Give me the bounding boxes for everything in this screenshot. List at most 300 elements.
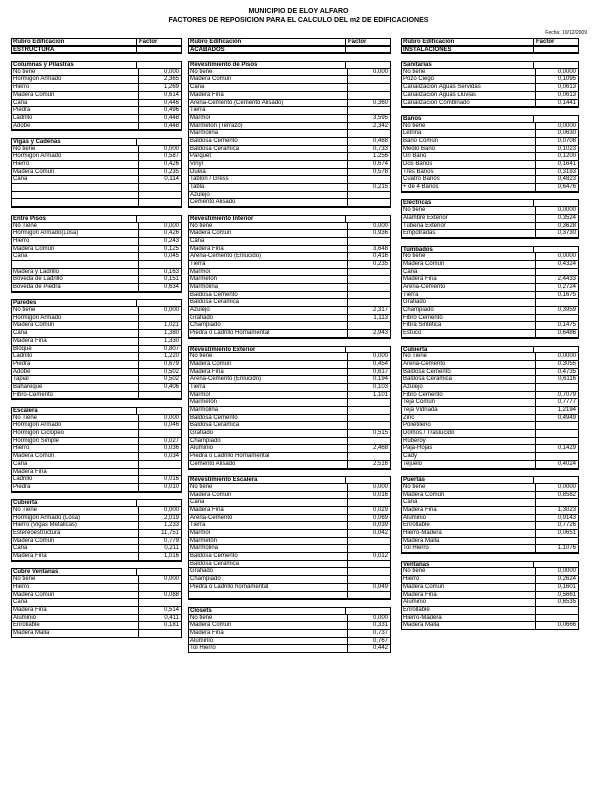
table-row [401, 215, 579, 223]
table-row [11, 430, 182, 438]
factor-value: 0,807 [138, 346, 182, 353]
item-name: Madera Común [11, 246, 138, 253]
factor-value [347, 76, 391, 83]
item-name: Estuco [401, 330, 535, 337]
item-name: Cady [401, 453, 535, 460]
item-name: Azulejo [188, 307, 347, 314]
item-name: Aluminio [188, 445, 347, 452]
factor-value: 0,045 [138, 253, 182, 260]
item-name: Bloque [11, 346, 138, 353]
item-name: Empotradas [401, 230, 535, 237]
table-row [188, 299, 391, 307]
item-name: Champiado [401, 307, 535, 314]
item-name: Aluminio [401, 515, 535, 522]
item-name: Caña [11, 599, 138, 606]
section-header [11, 499, 182, 507]
table-row [11, 545, 182, 553]
factor-value: 0,000 [138, 223, 182, 230]
table-row [11, 453, 182, 461]
factor-value: 2,943 [347, 330, 391, 337]
table-row [188, 184, 391, 192]
table-row [188, 568, 391, 576]
item-name: Caña [401, 499, 535, 506]
item-name: Fibro Cemento [401, 315, 535, 322]
item-name: Tubería Exterior [401, 223, 535, 230]
factor-value [347, 422, 391, 429]
table-row [188, 615, 391, 623]
table-row [11, 92, 182, 100]
section-title: Revestimiento de Pisos [188, 62, 345, 68]
factor-header [136, 408, 182, 414]
factor-value: 0,029 [347, 507, 391, 514]
table-row [401, 615, 579, 623]
table-row [11, 230, 182, 238]
factor-header: Factor [136, 39, 182, 45]
section-title: Closets [188, 608, 345, 614]
factor-value [347, 592, 391, 599]
factor-value: 0,448 [138, 115, 182, 122]
factor-value [138, 315, 182, 322]
item-name: Cemento Alisado [188, 461, 347, 468]
factor-value: 0,016 [347, 492, 391, 499]
table-row [11, 169, 182, 177]
item-name: Caña [188, 499, 347, 506]
item-name: Enrollable [11, 622, 138, 629]
item-name: No Tiene [401, 353, 535, 360]
item-name: Hormigón Armado [11, 315, 138, 322]
table-row [401, 599, 579, 607]
item-name: Un Baño [401, 153, 535, 160]
factor-value [138, 461, 182, 468]
factor-value: 0,000 [347, 69, 391, 76]
item-name: Madera Fina [11, 338, 138, 345]
section-header [11, 46, 182, 54]
factor-value: 0,151 [138, 276, 182, 283]
table-row [401, 176, 579, 184]
item-name: Adobe [11, 369, 138, 376]
item-name: No tiene [188, 615, 347, 622]
table-row [188, 330, 391, 338]
item-name: Bóveda de Piedra [11, 284, 138, 291]
section-title: Rubro Edificación [401, 39, 533, 45]
factor-value: 0,7079 [535, 392, 579, 399]
item-name: Parquet [188, 153, 347, 160]
section-spacer [401, 107, 579, 115]
table-row [401, 484, 579, 492]
table-row [401, 353, 579, 361]
table-row [401, 69, 579, 77]
item-name: Piedra [11, 107, 138, 114]
factor-value [535, 438, 579, 445]
item-name: Hierro [11, 584, 138, 591]
table-row [11, 369, 182, 377]
item-name: Hierro [11, 161, 138, 168]
table-row [11, 261, 182, 269]
item-name: No Tiene [11, 223, 138, 230]
factor-value: 11,751 [138, 530, 182, 537]
item-name: Madera y Ladrillo [11, 269, 138, 276]
item-name: Arena-Cemento (Enlucido) [188, 376, 347, 383]
factor-value: 1,021 [138, 322, 182, 329]
factor-value: 0,2624 [535, 576, 579, 583]
factor-value: 0,000 [347, 615, 391, 622]
factor-value: 0,1475 [535, 322, 579, 329]
factor-header [533, 47, 579, 53]
section-title: Baños [401, 116, 533, 122]
table-row [11, 361, 182, 369]
factor-value: 2,468 [347, 445, 391, 452]
factor-value: 0,000 [138, 507, 182, 514]
section-spacer [401, 53, 579, 61]
factor-value: 0,614 [138, 92, 182, 99]
factor-value: 0,000 [138, 415, 182, 422]
factor-value: 0,454 [347, 361, 391, 368]
section-title: Cubierta [11, 500, 136, 506]
factor-value: 0,502 [138, 376, 182, 383]
item-name: Madera Común [401, 261, 535, 268]
factor-value [138, 184, 182, 191]
table-row [11, 192, 182, 200]
item-name: No tiene [188, 353, 347, 360]
item-name: Hierro [401, 576, 535, 583]
factor-value: 0,4823 [535, 176, 579, 183]
item-name: Mármol [188, 115, 347, 122]
item-name: Ladrillo [11, 115, 138, 122]
factor-value [347, 453, 391, 460]
factor-value: 0,049 [347, 584, 391, 591]
factor-value: 0,360 [347, 100, 391, 107]
table-row [188, 622, 391, 630]
section-spacer [401, 469, 579, 477]
factor-value: 0,674 [347, 161, 391, 168]
factor-value: 0,617 [347, 369, 391, 376]
table-row [188, 223, 391, 231]
item-name: Hormigón Simple [11, 438, 138, 445]
factor-value: 0,446 [138, 100, 182, 107]
item-name: Marmol [188, 269, 347, 276]
table-row [11, 107, 182, 115]
table-row [11, 415, 182, 423]
table-row [401, 492, 579, 500]
factor-header: Factor [533, 39, 579, 45]
item-name [11, 184, 138, 191]
factor-value: 0,181 [138, 622, 182, 629]
factor-header [136, 139, 182, 145]
factor-header [533, 247, 579, 253]
factor-value: 0,0613 [535, 92, 579, 99]
factor-value: 0,000 [347, 223, 391, 230]
factor-value: 1,269 [138, 84, 182, 91]
table-row [188, 138, 391, 146]
item-name: Marmeton (Terrazo) [188, 123, 347, 130]
table-row [401, 223, 579, 231]
factor-value: 0,088 [138, 592, 182, 599]
column-estructura [11, 38, 182, 638]
section-header [401, 476, 579, 484]
section-header [401, 46, 579, 54]
table-row [11, 392, 182, 400]
item-name: Teja Común [401, 399, 535, 406]
factor-value: 0,0613 [535, 84, 579, 91]
section-header [401, 561, 579, 569]
factor-value: 0,7726 [535, 522, 579, 529]
factor-value [138, 584, 182, 591]
item-name: No tiene [11, 307, 138, 314]
table-row [11, 530, 182, 538]
factor-value [347, 538, 391, 545]
table-row [401, 276, 579, 284]
table-row [401, 392, 579, 400]
factor-value [535, 607, 579, 614]
factor-value [347, 92, 391, 99]
table-row [188, 107, 391, 115]
table-row [188, 353, 391, 361]
factor-value: 0,767 [347, 638, 391, 645]
item-name: Madera Común [11, 453, 138, 460]
document-title: FACTORES DE REPOSICION PARA EL CALCULO DEL m2 DE EDIFICACIONES [168, 17, 429, 24]
item-name: Bahareque [11, 384, 138, 391]
item-name: Madera Común [11, 538, 138, 545]
table-row [11, 69, 182, 77]
item-name: No tiene [401, 69, 535, 76]
table-row [401, 445, 579, 453]
item-name: Madera Fina [11, 553, 138, 560]
section-header [11, 38, 182, 46]
factor-value [347, 499, 391, 506]
section-title: ACABADOS [188, 47, 345, 53]
factor-value: 0,042 [347, 530, 391, 537]
item-name: Tol Hierro [188, 645, 347, 652]
table-row [401, 146, 579, 154]
factor-header [345, 347, 391, 353]
table-row [401, 568, 579, 576]
table-row [401, 230, 579, 238]
item-name: Tres Baños [401, 169, 535, 176]
table-row [401, 92, 579, 100]
item-name: Marmetón [188, 538, 347, 545]
table-row [11, 315, 182, 323]
item-name: Grafiado [188, 568, 347, 575]
factor-value: 0,114 [138, 176, 182, 183]
table-row [11, 630, 182, 638]
factor-value: 0,488 [347, 138, 391, 145]
table-row [188, 545, 391, 553]
table-row [11, 438, 182, 446]
factor-value: 2,342 [347, 123, 391, 130]
item-name: Caña [11, 461, 138, 468]
table-row [188, 461, 391, 469]
section-header [401, 199, 579, 207]
factor-value: 0,0630 [535, 130, 579, 137]
factor-value [138, 599, 182, 606]
section-header [188, 215, 391, 223]
table-row [401, 407, 579, 415]
item-name: Caña [401, 269, 535, 276]
table-row [11, 515, 182, 523]
factor-value: 0,331 [347, 622, 391, 629]
factor-header [533, 477, 579, 483]
table-row [188, 407, 391, 415]
table-row [401, 607, 579, 615]
section-title: Eléctricas [401, 200, 533, 206]
table-row [11, 223, 182, 231]
section-spacer [11, 492, 182, 500]
section-header [11, 61, 182, 69]
table-row [401, 100, 579, 108]
item-name: Tabla [188, 184, 347, 191]
section-header [188, 607, 391, 615]
table-row [188, 84, 391, 92]
item-name: Enrollable [401, 607, 535, 614]
factor-value [535, 422, 579, 429]
item-name: Hierro [11, 238, 138, 245]
factor-value: 0,1023 [535, 146, 579, 153]
item-name: Arena-Cemento (Cemento Alisado) [188, 100, 347, 107]
table-row [401, 369, 579, 377]
factor-value: 0,3959 [535, 307, 579, 314]
item-name: Hierro (Vigas Metálicas) [11, 522, 138, 529]
section-header [11, 215, 182, 223]
factor-value: 0,6535 [535, 599, 579, 606]
item-name: Madera Común [11, 92, 138, 99]
factor-value: 2,365 [138, 76, 182, 83]
factor-value: 0,496 [138, 107, 182, 114]
item-name: Madera Fina [188, 507, 347, 514]
item-name: Cuatro Baños [401, 176, 535, 183]
table-row [401, 430, 579, 438]
table-row [188, 638, 391, 646]
item-name: Hormigón Armado [11, 153, 138, 160]
item-name: Baldosa Cemento [188, 138, 347, 145]
section-header [11, 138, 182, 146]
item-name: Piedra o Ladrillo hornamental [188, 584, 347, 591]
item-name: Madera Fina [11, 469, 138, 476]
item-name: Grafiado [188, 315, 347, 322]
table-row [11, 445, 182, 453]
item-name: Madera Común [401, 584, 535, 591]
table-row [11, 269, 182, 277]
table-row [401, 284, 579, 292]
item-name: No tiene [188, 484, 347, 491]
table-row [188, 645, 391, 653]
section-header [188, 46, 391, 54]
item-name: Madera Común [188, 492, 347, 499]
section-title: Escalera [11, 408, 136, 414]
section-header [188, 38, 391, 46]
item-name: Ladrillo [11, 353, 138, 360]
table-row [401, 376, 579, 384]
table-row [188, 269, 391, 277]
factor-value: 0,0000 [535, 353, 579, 360]
factor-value: 1,233 [138, 522, 182, 529]
table-row [401, 207, 579, 215]
section-title: Revestimiento Exterior [188, 347, 345, 353]
table-row [11, 153, 182, 161]
item-name: Hierro [11, 445, 138, 452]
item-name: Madera Malla [401, 622, 535, 629]
factor-value [138, 430, 182, 437]
section-header [188, 346, 391, 354]
section-spacer [188, 469, 391, 477]
item-name: Adobe [11, 123, 138, 130]
item-name: Tierra [401, 292, 535, 299]
table-row [11, 522, 182, 530]
factor-value: 0,1095 [535, 76, 579, 83]
item-name: Fibro-Cemento [11, 392, 138, 399]
item-name: Madera Fina [11, 607, 138, 614]
item-name: Madera Común [11, 322, 138, 329]
table-row [401, 530, 579, 538]
section-title: Rubro Edificación [11, 39, 136, 45]
factor-value: 0,578 [347, 169, 391, 176]
factor-value: 1,380 [138, 330, 182, 337]
factor-value: 0,411 [138, 615, 182, 622]
item-name: Marmolina [188, 407, 347, 414]
item-name: Alambre Exterior [401, 215, 535, 222]
table-row [188, 630, 391, 638]
factor-header [533, 200, 579, 206]
item-name: Piedra [11, 484, 138, 491]
item-name: Baldosa Cerámica [188, 422, 347, 429]
factor-value: 0,000 [138, 69, 182, 76]
section-title: Vigas y Cadenas [11, 139, 136, 145]
factor-value [347, 199, 391, 206]
factor-value [347, 107, 391, 114]
section-title: Cubre Ventanas [11, 569, 136, 575]
table-row [188, 515, 391, 523]
table-row [11, 461, 182, 469]
table-row [401, 322, 579, 330]
section-spacer [11, 292, 182, 300]
item-name: No tiene [401, 123, 535, 130]
item-name: Grafiado [188, 430, 347, 437]
item-name [188, 592, 347, 599]
item-name: Baldosa Cemento [188, 415, 347, 422]
factor-value: 0,779 [138, 538, 182, 545]
factor-value: 0,1200 [535, 153, 579, 160]
item-name: Madera Común [11, 169, 138, 176]
factor-value: 0,6476 [535, 184, 579, 191]
table-row [401, 545, 579, 553]
factor-header [345, 608, 391, 614]
factor-value [347, 276, 391, 283]
factor-value: 0,0000 [535, 484, 579, 491]
table-row [401, 384, 579, 392]
section-title: Revestimiento Interior [188, 216, 345, 222]
document-date: Fecha: 10/12/2009 [545, 30, 587, 36]
section-spacer [11, 207, 182, 215]
item-name: Tapial [11, 376, 138, 383]
factor-value [347, 192, 391, 199]
table-row [188, 538, 391, 546]
factor-value: 0,733 [347, 146, 391, 153]
item-name: Madera Común [188, 230, 347, 237]
factor-value: 0,502 [138, 369, 182, 376]
factor-value [347, 130, 391, 137]
item-name: Dos Baños [401, 161, 535, 168]
factor-value [347, 269, 391, 276]
item-name: Hormigón Armado [11, 422, 138, 429]
factor-value [535, 453, 579, 460]
factor-header [533, 562, 579, 568]
item-name: Marmolina [188, 284, 347, 291]
factor-value: 0,5661 [535, 592, 579, 599]
table-row [188, 576, 391, 584]
table-row [188, 399, 391, 407]
item-name: Baldosa Cerámica [401, 376, 535, 383]
factor-value: 0,634 [138, 284, 182, 291]
factor-value: 2,019 [138, 515, 182, 522]
